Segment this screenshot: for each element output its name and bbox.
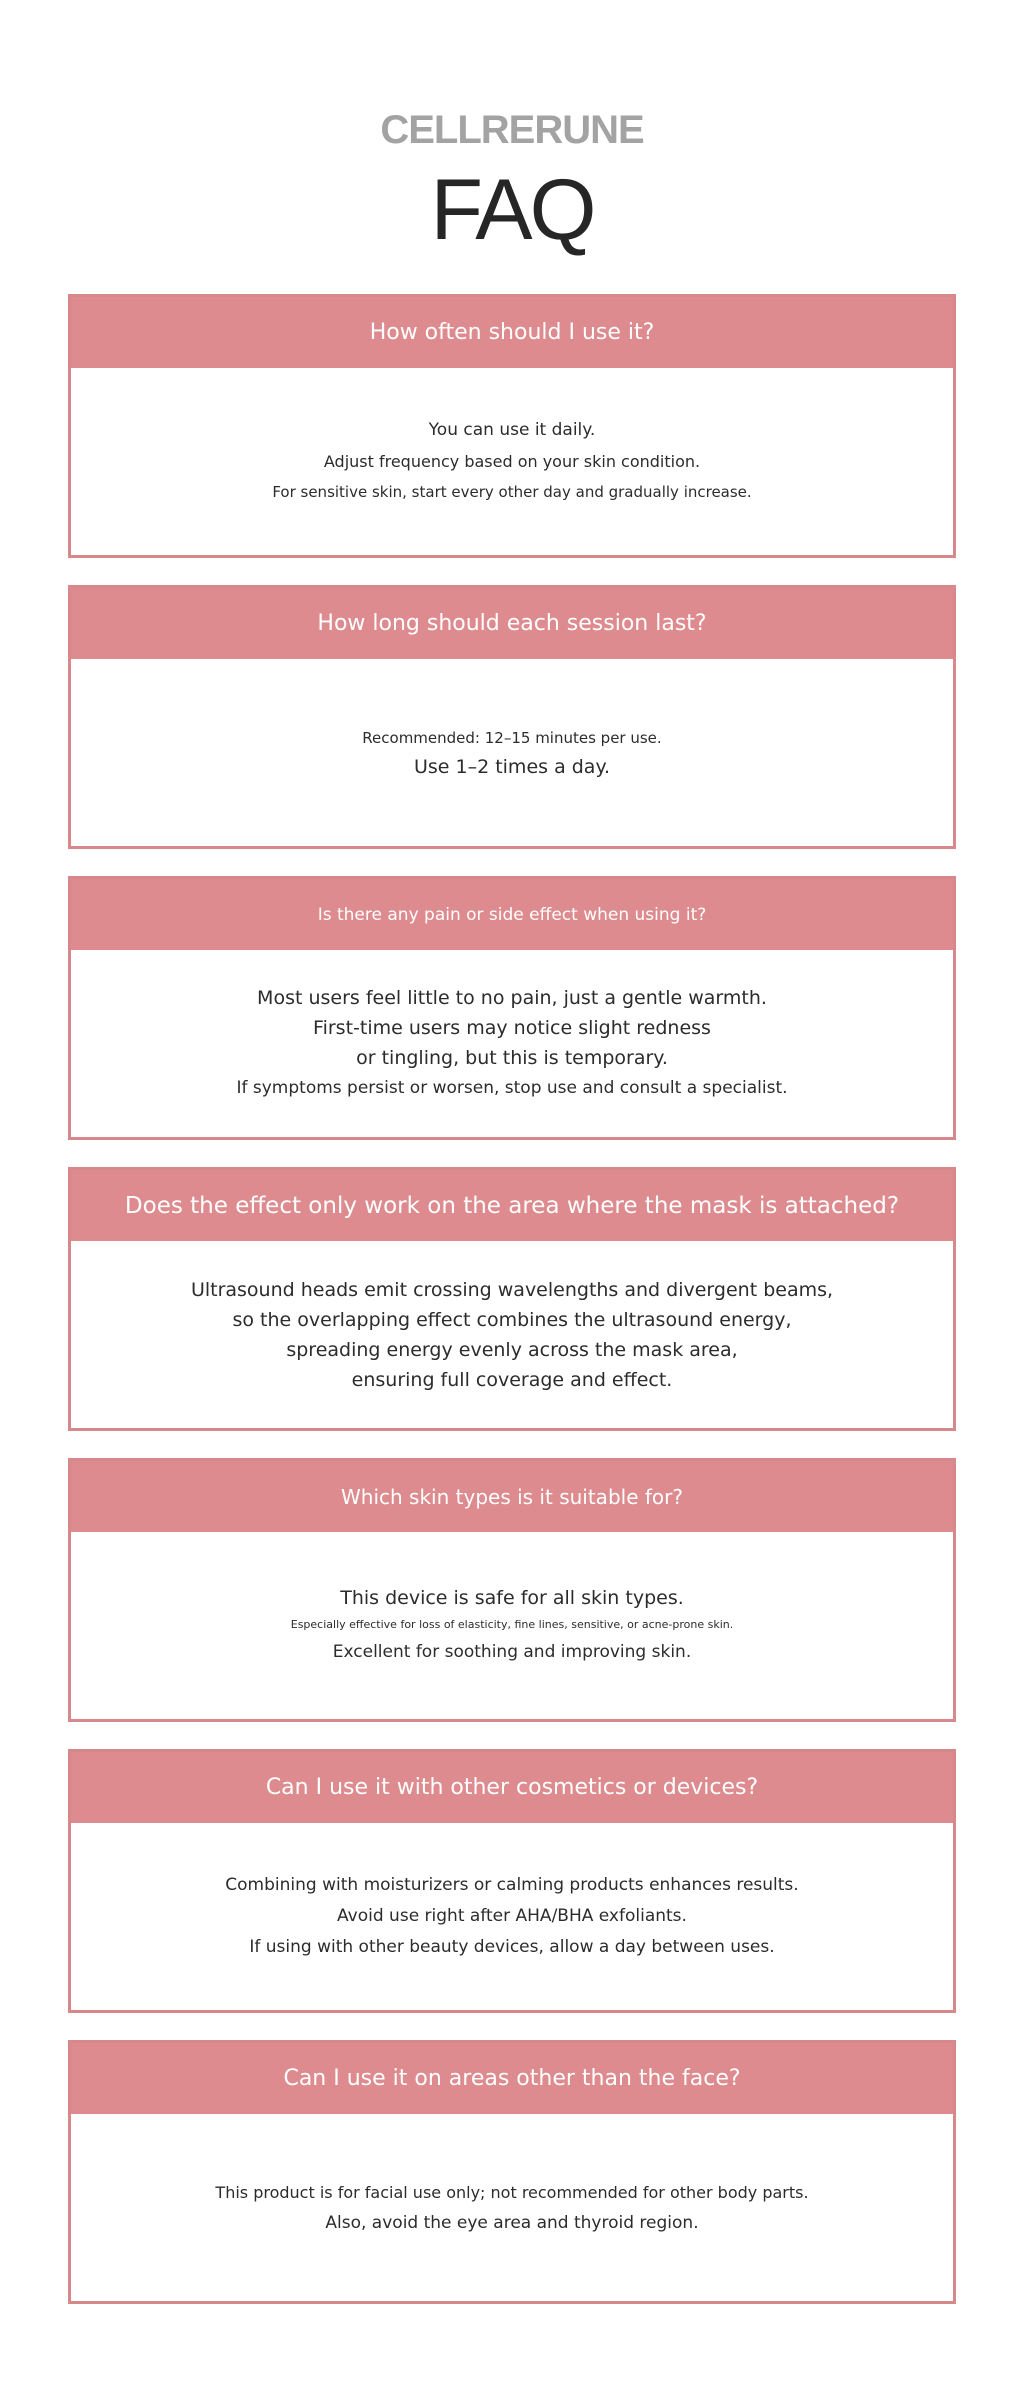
faq-question: Is there any pain or side effect when using it? [71, 879, 953, 950]
faq-question: Does the effect only work on the area where the mask is attached? [71, 1170, 953, 1241]
answer-line: Ultrasound heads emit crossing wavelengths and divergent beams, [190, 1278, 834, 1301]
answer-line: If symptoms persist or worsen, stop use and consult a specialist. [236, 1078, 788, 1098]
faq-question: Can I use it on areas other than the face? [71, 2043, 953, 2114]
answer-line: Adjust frequency based on your skin condition. [323, 452, 701, 471]
faq-item [68, 876, 956, 1140]
faq-answer [71, 1532, 953, 1719]
faq-answer [71, 1241, 953, 1428]
answer-line: Most users feel little to no pain, just a gentle warmth. [257, 987, 767, 1009]
page-title: FAQ [430, 162, 594, 258]
faq-answer [71, 2114, 953, 2301]
faq-item [68, 585, 956, 849]
faq-question: How long should each session last? [71, 588, 953, 659]
faq-answer [71, 368, 953, 555]
answer-line: so the overlapping effect combines the ultrasound energy, [232, 1308, 792, 1331]
answer-line: Excellent for soothing and improving skin. [332, 1642, 692, 1662]
answer-line: You can use it daily. [428, 420, 596, 440]
answer-line: Combining with moisturizers or calming products enhances results. [225, 1875, 799, 1895]
answer-line: Use 1–2 times a day. [413, 755, 611, 778]
faq-question: How often should I use it? [71, 297, 953, 368]
faq-item [68, 2040, 956, 2304]
faq-item [68, 294, 956, 558]
answer-line: ensuring full coverage and effect. [351, 1368, 673, 1391]
answer-line: First-time users may notice slight redness [313, 1017, 711, 1039]
faq-question: Which skin types is it suitable for? [71, 1461, 953, 1532]
faq-list [68, 294, 956, 2331]
faq-item [68, 1167, 956, 1431]
faq-item [68, 1458, 956, 1722]
answer-line: For sensitive skin, start every other day and gradually increase. [272, 483, 752, 501]
faq-answer [71, 659, 953, 846]
faq-answer [71, 1823, 953, 2010]
answer-line: Also, avoid the eye area and thyroid region. [325, 2212, 699, 2233]
faq-item [68, 1749, 956, 2013]
brand-logo: CELLRERUNE [380, 108, 644, 152]
answer-line: This product is for facial use only; not recommended for other body parts. [215, 2182, 809, 2202]
answer-line: If using with other beauty devices, allow a day between uses. [249, 1937, 775, 1957]
faq-question: Can I use it with other cosmetics or devices? [71, 1752, 953, 1823]
faq-answer [71, 950, 953, 1137]
page-header [0, 104, 1024, 258]
answer-line: Especially effective for loss of elasticity, fine lines, sensitive, or acne-prone skin. [290, 1618, 734, 1631]
answer-line: This device is safe for all skin types. [340, 1587, 684, 1609]
answer-line: or tingling, but this is temporary. [356, 1047, 668, 1069]
answer-line: Recommended: 12–15 minutes per use. [362, 728, 662, 747]
answer-line: Avoid use right after AHA/BHA exfoliants. [337, 1906, 687, 1926]
answer-line: spreading energy evenly across the mask area, [286, 1338, 738, 1361]
